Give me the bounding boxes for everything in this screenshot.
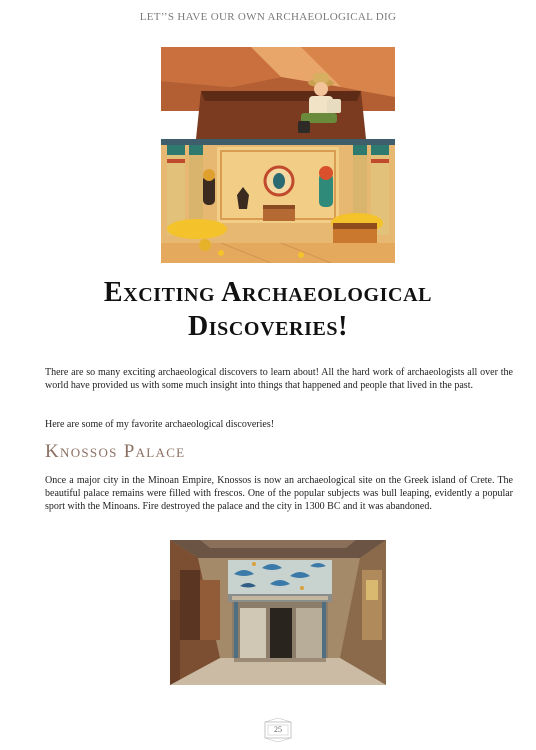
running-header: LET’’S HAVE OUR OWN ARCHAEOLOGICAL DIG (139, 11, 397, 23)
page-number-badge (262, 718, 294, 742)
intro-paragraph: There are so many exciting archaeological discovers to learn about! All the hard work of archaeologists all over the world have provided us with some much insight into things that happened and people that lived in the past. (45, 367, 513, 392)
page-title (40, 276, 496, 344)
page-title-line-2: Discoveries! (187, 311, 349, 342)
tomb-illustration (161, 47, 395, 263)
section-heading: Knossos Palace (45, 441, 186, 462)
page-title-line-1: Exciting Archaeological (103, 277, 433, 308)
page-number: 25 (274, 725, 282, 734)
knossos-photo (170, 540, 386, 685)
favorites-paragraph: Here are some of my favorite archaeological discoveries! (45, 419, 275, 430)
section-paragraph: Once a major city in the Minoan Empire, Knossos is now an archaeological site on the Greek island of Crete. The beautiful palace remains were filled with frescos. One of the popular subjects was bull leaping, evidently a popular sport with the Minoans. Fire destroyed the palace and the city in 1300 BC and it was abandoned. (45, 475, 513, 513)
